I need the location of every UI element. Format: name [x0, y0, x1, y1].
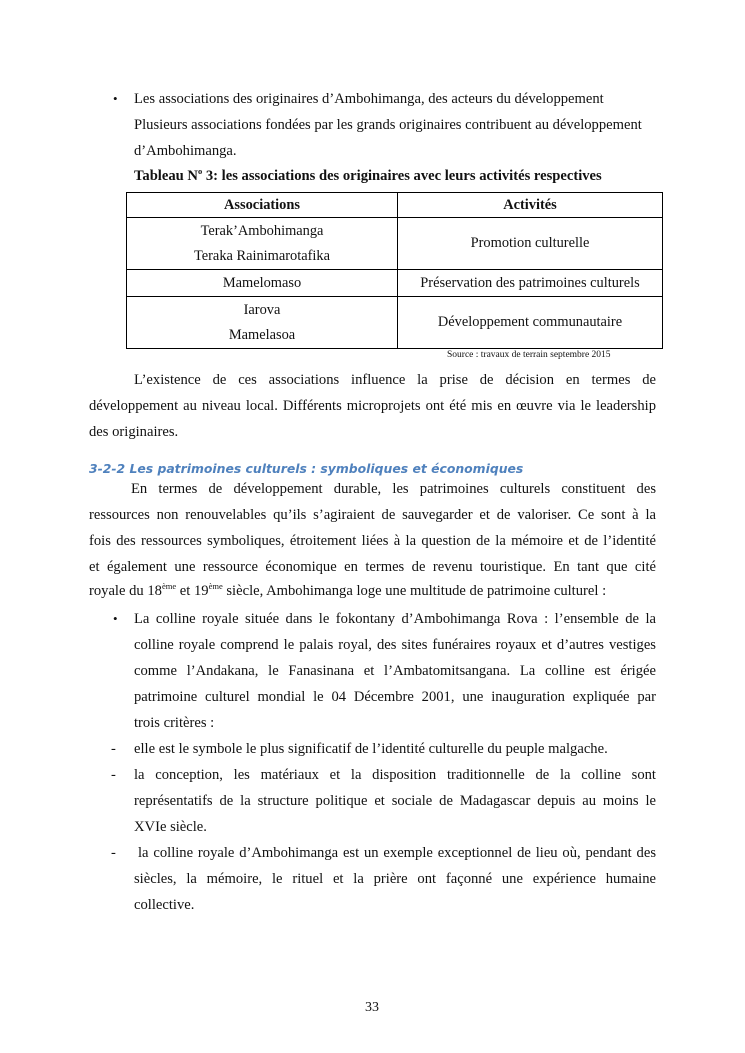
table-cell: Mamelomaso	[127, 270, 398, 297]
table-row	[127, 297, 663, 349]
paragraph-line: L’existence de ces associations influence la prise de décision en termes de	[134, 372, 656, 388]
table-cell: Iarova Mamelasoa	[127, 297, 398, 349]
criterion-line: XVIe siècle.	[134, 819, 207, 835]
table-row	[127, 270, 663, 297]
intro-line: d’Ambohimanga.	[134, 143, 237, 159]
intro-bullet-title: Les associations des originaires d’Ambohimanga, des acteurs du développement	[134, 91, 604, 107]
table-source: Source : travaux de terrain septembre 2015	[447, 350, 611, 360]
criterion-line: la colline royale d’Ambohimanga est un exemple exceptionnel de lieu où, pendant des	[138, 845, 656, 861]
associations-table	[126, 192, 663, 349]
paragraph-line: développement au niveau local. Différents microprojets ont été mis en œuvre via le leadership	[89, 398, 656, 414]
dash-marker: -	[111, 767, 116, 783]
list-item-line: comme l’Andakana, le Fanasinana et l’Ambatomitsangana. La colline est érigée	[134, 663, 656, 679]
table-header: Activités	[398, 193, 663, 218]
criterion-line: elle est le symbole le plus significatif de l’identité culturelle du peuple malgache.	[134, 741, 608, 757]
table-header: Associations	[127, 193, 398, 218]
dash-marker: -	[111, 741, 116, 757]
paragraph-line: et également une ressource économique en termes de revenu touristique. En tant que cité	[89, 559, 656, 575]
criterion-line: collective.	[134, 897, 195, 913]
intro-line: Plusieurs associations fondées par les grands originaires contribuent au développement	[134, 117, 642, 133]
criterion-line: représentatifs de la structure politique et sociale de Madagascar depuis au moins le	[134, 793, 656, 809]
table-caption: Tableau $N^o$ 3: les associations des originaires avec leurs activités respectives	[134, 166, 602, 184]
table-cell: Terak’Ambohimanga Teraka Rainimarotafika	[127, 218, 398, 270]
paragraph-line: fois des ressources symboliques, étroitement liées à la question de la mémoire et de l’identité	[89, 533, 656, 549]
criterion-line: siècles, la mémoire, le rituel et la prière ont façonné une expérience humaine	[134, 871, 656, 887]
bullet-icon: •	[113, 91, 118, 106]
paragraph-line: En termes de développement durable, les patrimoines culturels constituent des	[131, 481, 656, 497]
paragraph-line: ressources non renouvelables qu’ils s’agiraient de sauvegarder et de valoriser. Ce sont à la	[89, 507, 656, 523]
criterion-line: la conception, les matériaux et la disposition traditionnelle de la colline sont	[134, 767, 656, 783]
list-item-line: La colline royale située dans le fokontany d’Ambohimanga Rova : l’ensemble de la	[134, 611, 656, 627]
list-item-line: colline royale comprend le palais royal, des sites funéraires royaux et d’autres vestiges	[134, 637, 656, 653]
table-cell: Développement communautaire	[398, 297, 663, 349]
table-cell: Préservation des patrimoines culturels	[398, 270, 663, 297]
paragraph-line: royale du 18ème et 19ème siècle, Ambohimanga loge une multitude de patrimoine culturel :	[89, 581, 607, 599]
section-heading: 3-2-2 Les patrimoines culturels : symboliques et économiques	[89, 461, 524, 476]
bullet-icon: •	[113, 611, 118, 626]
table-cell: Promotion culturelle	[398, 218, 663, 270]
dash-marker: -	[111, 845, 116, 861]
page-number: 33	[365, 1000, 379, 1015]
paragraph-line: des originaires.	[89, 424, 179, 440]
list-item-line: trois critères :	[134, 715, 215, 731]
list-item-line: patrimoine culturel mondial le 04 Décembre 2001, une inauguration expliquée par	[134, 689, 656, 705]
table-row	[127, 218, 663, 270]
